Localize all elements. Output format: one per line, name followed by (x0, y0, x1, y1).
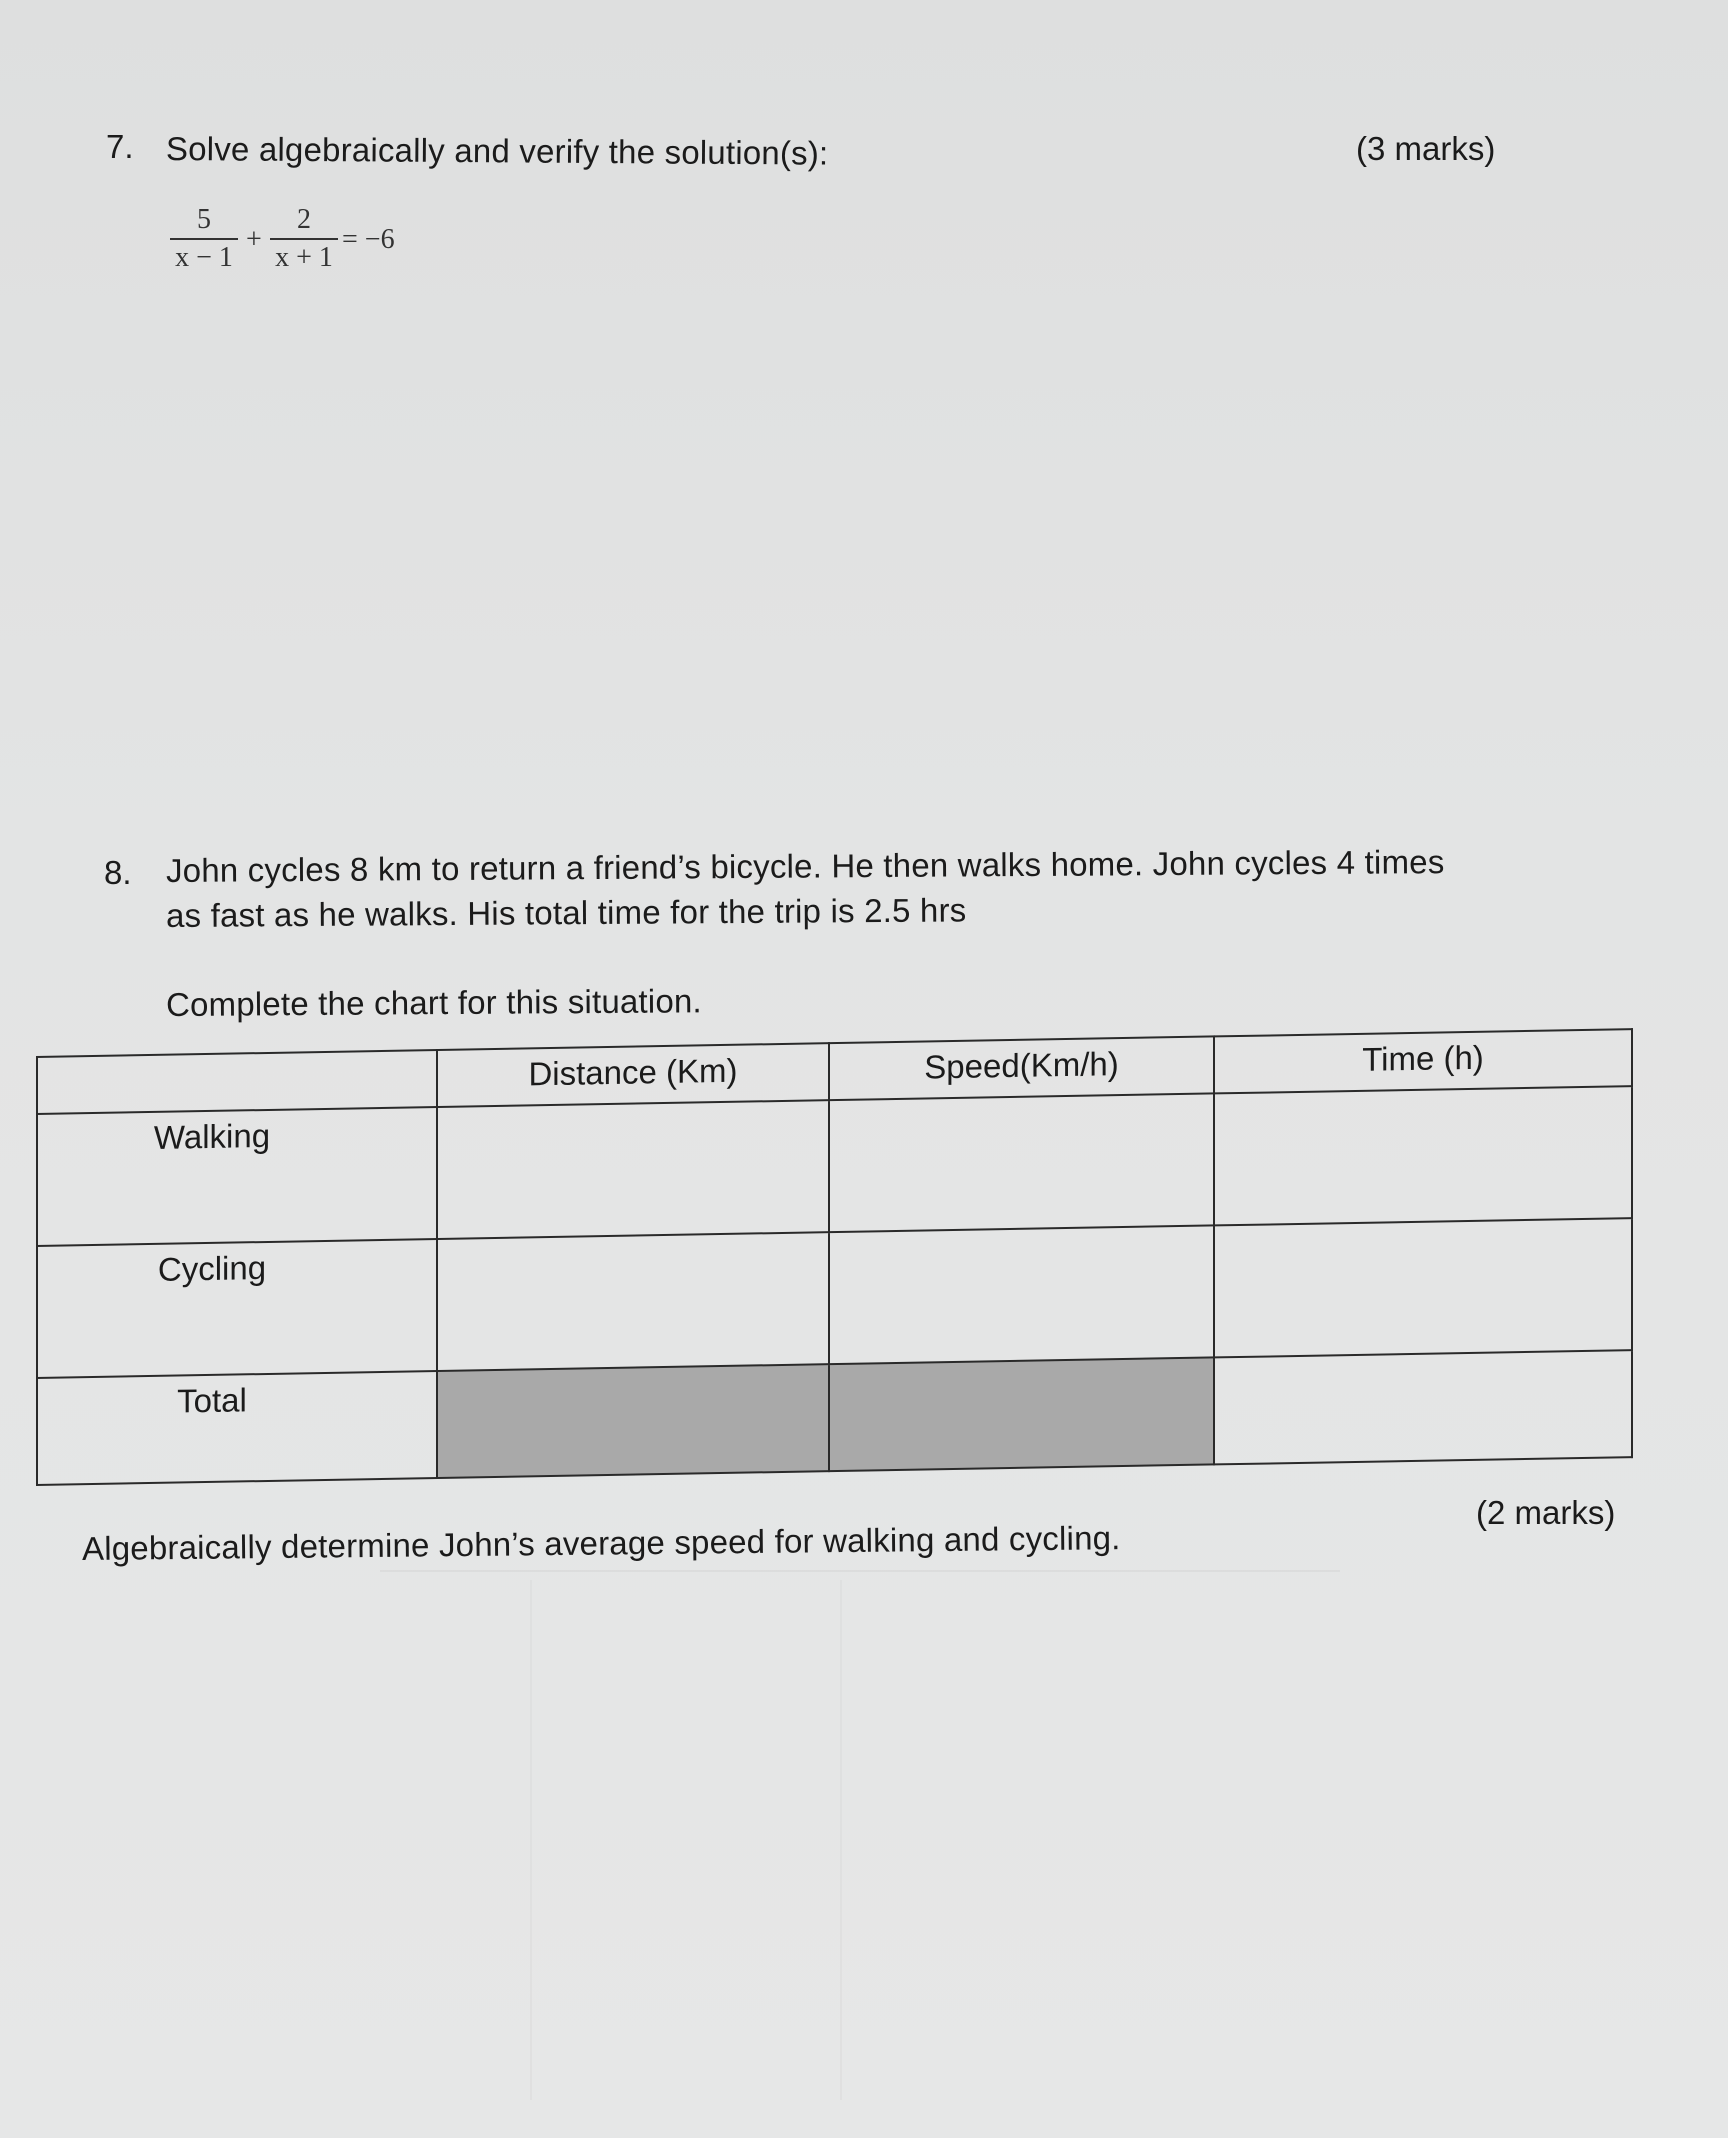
walking-distance-cell[interactable] (437, 1100, 829, 1239)
fraction-1-denominator: x − 1 (175, 242, 233, 273)
fraction-1 (170, 202, 238, 276)
total-distance-shaded-cell (437, 1364, 829, 1478)
equation-rhs: = −6 (342, 224, 395, 255)
question-8-followup: Algebraically determine John’s average speed for walking and cycling. (81, 1519, 1121, 1567)
chart-header-empty (37, 1050, 437, 1114)
chart-row-label: Total (37, 1371, 437, 1485)
fraction-2-denominator: x + 1 (275, 242, 333, 273)
cycling-time-cell[interactable] (1214, 1218, 1632, 1357)
walking-time-cell[interactable] (1214, 1086, 1632, 1225)
question-8-instruction: Complete the chart for this situation. (165, 982, 702, 1023)
total-speed-shaded-cell (829, 1357, 1214, 1471)
fraction-1-numerator: 5 (197, 204, 211, 235)
situation-chart (36, 1028, 1633, 1486)
chart-row-label: Cycling (37, 1239, 437, 1378)
walking-speed-cell[interactable] (829, 1093, 1214, 1232)
chart-header-time: Time (h) (1214, 1029, 1632, 1093)
question-7-number: 7. (106, 128, 134, 165)
cycling-distance-cell[interactable] (437, 1232, 829, 1371)
question-8-number: 8. (104, 854, 132, 891)
question-7-marks: (3 marks) (1356, 130, 1496, 167)
question-8-marks: (2 marks) (1476, 1494, 1616, 1531)
equation (170, 202, 430, 286)
bleed-through-line (530, 1580, 532, 2100)
plus-sign: + (246, 224, 262, 255)
fraction-2-numerator: 2 (297, 204, 311, 235)
chart-header-speed: Speed(Km/h) (829, 1036, 1214, 1099)
question-8-line-1: John cycles 8 km to return a friend’s bicycle. He then walks home. John cycles 4 times (165, 843, 1445, 889)
chart-row-label: Walking (37, 1107, 437, 1246)
cycling-speed-cell[interactable] (829, 1225, 1214, 1364)
bleed-through-line (840, 1580, 842, 2100)
chart-header-distance: Distance (Km) (437, 1043, 829, 1106)
question-7-prompt: Solve algebraically and verify the solution(s): (165, 130, 829, 172)
question-8-line-2: as fast as he walks. His total time for the trip is 2.5 hrs (165, 891, 967, 934)
bleed-through-line (380, 1570, 1340, 1572)
fraction-2 (270, 202, 338, 276)
total-time-cell[interactable] (1214, 1350, 1632, 1464)
